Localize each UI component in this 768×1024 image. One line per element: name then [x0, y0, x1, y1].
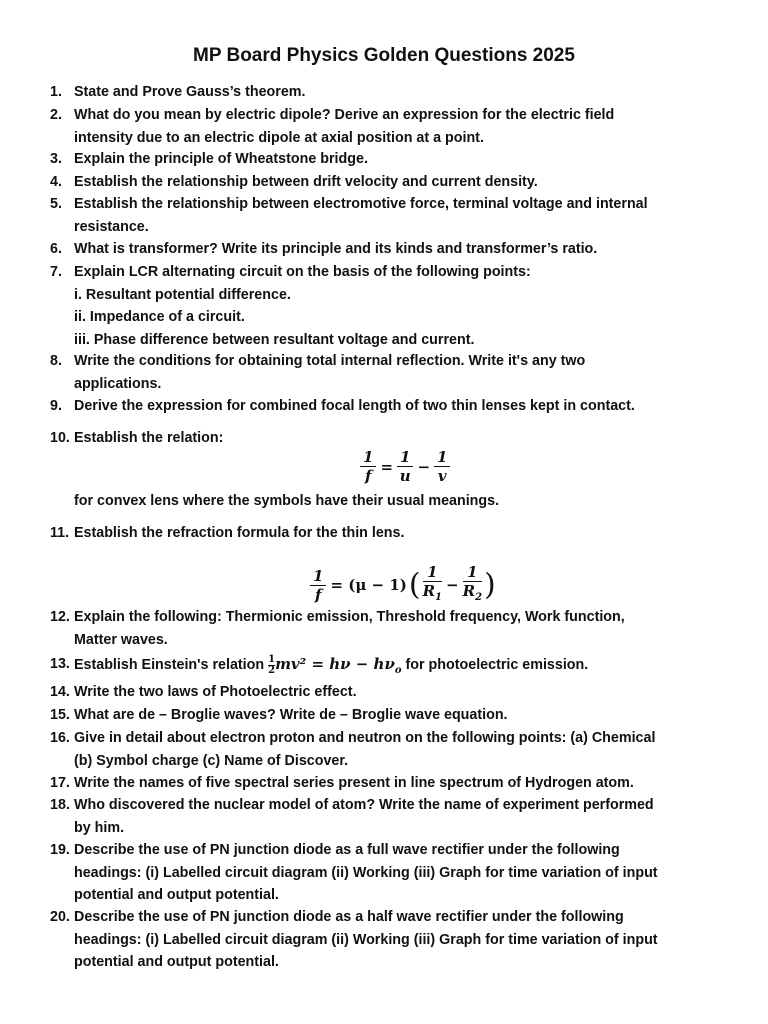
question-text-line: resistance.: [74, 218, 149, 235]
question-9: [50, 395, 730, 418]
equation-lens-formula: $\frac{1}{f}$ = $\frac{1}{u}$ − $\frac{1}{v}$: [358, 448, 452, 485]
question-13: 13. Establish Einstein's relation $\frac{1}{2}$ $mv^2 = h\nu - h\nu_o$ for photoelectric emission.: [50, 653, 589, 676]
question-number: 3.: [50, 151, 62, 167]
question-5: [50, 193, 730, 238]
question-number: 18.: [50, 797, 70, 813]
question-text: What are de – Broglie waves? Write de – Broglie wave equation.: [74, 707, 508, 723]
question-number: 13.: [50, 656, 70, 672]
question-20: [50, 906, 730, 974]
question-text: Explain the principle of Wheatstone bridge.: [74, 151, 368, 167]
question-number: 9.: [50, 398, 62, 414]
question-number: 17.: [50, 775, 70, 791]
question-text-line: Establish the relationship between electromotive force, terminal voltage and internal: [74, 196, 648, 212]
question-7: [50, 261, 730, 351]
question-text: Derive the expression for combined focal length of two thin lenses kept in contact.: [74, 398, 635, 414]
equation-half: $\frac{1}{2}$: [268, 653, 276, 676]
question-text: Establish the relationship between drift velocity and current density.: [74, 174, 538, 190]
question-number: 14.: [50, 684, 70, 700]
question-4: [50, 171, 730, 194]
question-text-line: by him.: [74, 819, 125, 836]
question-text: What is transformer? Write its principle and its kinds and transformer’s ratio.: [74, 241, 598, 257]
question-number: 20.: [50, 909, 70, 925]
question-text-line: potential and output potential.: [74, 954, 279, 970]
question-text-line: Write the conditions for obtaining total internal reflection. Write it's any two: [74, 353, 586, 369]
question-text-line: headings: (i) Labelled circuit diagram (ii) Working (iii) Graph for time variation of input: [74, 864, 658, 881]
question-text-line: What do you mean by electric dipole? Derive an expression for the electric field: [74, 107, 615, 123]
question-10-after: [50, 490, 730, 513]
question-1: [50, 81, 730, 104]
question-number: 5.: [50, 196, 62, 212]
question-text: Establish Einstein's relation: [74, 657, 265, 673]
question-number: 10.: [50, 430, 70, 446]
question-number: 15.: [50, 707, 70, 723]
question-text: for photoelectric emission.: [405, 657, 589, 673]
question-number: 4.: [50, 174, 62, 190]
question-2: [50, 104, 730, 149]
question-number: 6.: [50, 241, 62, 257]
question-number: 16.: [50, 730, 70, 746]
question-text-line: (b) Symbol charge (c) Name of Discover.: [74, 752, 349, 769]
question-number: 11.: [50, 525, 70, 541]
question-number: 19.: [50, 842, 70, 858]
question-text: State and Prove Gauss’s theorem.: [74, 84, 306, 100]
question-text-line: Describe the use of PN junction diode as a full wave rectifier under the following: [74, 842, 620, 858]
question-text: Establish the refraction formula for the thin lens.: [74, 525, 405, 541]
question-17: [50, 772, 730, 795]
question-10: [50, 427, 730, 450]
question-11: [50, 522, 730, 545]
question-number: 2.: [50, 107, 62, 123]
question-number: 8.: [50, 353, 62, 369]
question-8: [50, 350, 730, 395]
question-text: for convex lens where the symbols have their usual meanings.: [74, 493, 500, 509]
question-text-line: Describe the use of PN junction diode as a half wave rectifier under the following: [74, 909, 624, 925]
sub-point: iii. Phase difference between resultant voltage and current.: [74, 331, 475, 348]
question-text-line: Give in detail about electron proton and neutron on the following points: (a) Chemical: [74, 730, 656, 746]
sub-point: i. Resultant potential difference.: [74, 286, 291, 303]
question-number: 12.: [50, 609, 70, 625]
question-text-line: Matter waves.: [74, 631, 168, 648]
question-15: [50, 704, 730, 727]
question-18: [50, 794, 730, 839]
equation-einstein: mv² = hν − hν: [275, 655, 395, 673]
question-12: [50, 606, 730, 651]
question-6: [50, 238, 730, 261]
question-number: 7.: [50, 264, 62, 280]
page-title: MP Board Physics Golden Questions 2025: [193, 45, 575, 66]
question-text: Write the names of five spectral series present in line spectrum of Hydrogen atom.: [74, 775, 634, 791]
question-text-line: intensity due to an electric dipole at axial position at a point.: [74, 129, 484, 146]
sub-point: ii. Impedance of a circuit.: [74, 309, 245, 325]
question-text-line: applications.: [74, 375, 162, 392]
question-number: 1.: [50, 84, 62, 100]
question-text-line: Who discovered the nuclear model of atom? Write the name of experiment performed: [74, 797, 654, 813]
question-19: [50, 839, 730, 907]
question-text-line: headings: (i) Labelled circuit diagram (ii) Working (iii) Graph for time variation of input: [74, 931, 658, 948]
question-text: Establish the relation:: [74, 430, 224, 446]
question-text: Write the two laws of Photoelectric effect.: [74, 684, 357, 700]
question-text-line: Explain the following: Thermionic emission, Threshold frequency, Work function,: [74, 609, 625, 625]
question-text-line: potential and output potential.: [74, 887, 279, 903]
question-3: [50, 148, 730, 171]
question-14: [50, 681, 730, 704]
question-16: [50, 727, 730, 772]
equation-lens-maker: $\frac{1}{f}$ = (μ − 1)( $\frac{1}{R_1}$ − $\frac{1}{R_2}$ ): [308, 563, 496, 607]
question-text: Explain LCR alternating circuit on the basis of the following points:: [74, 264, 531, 280]
